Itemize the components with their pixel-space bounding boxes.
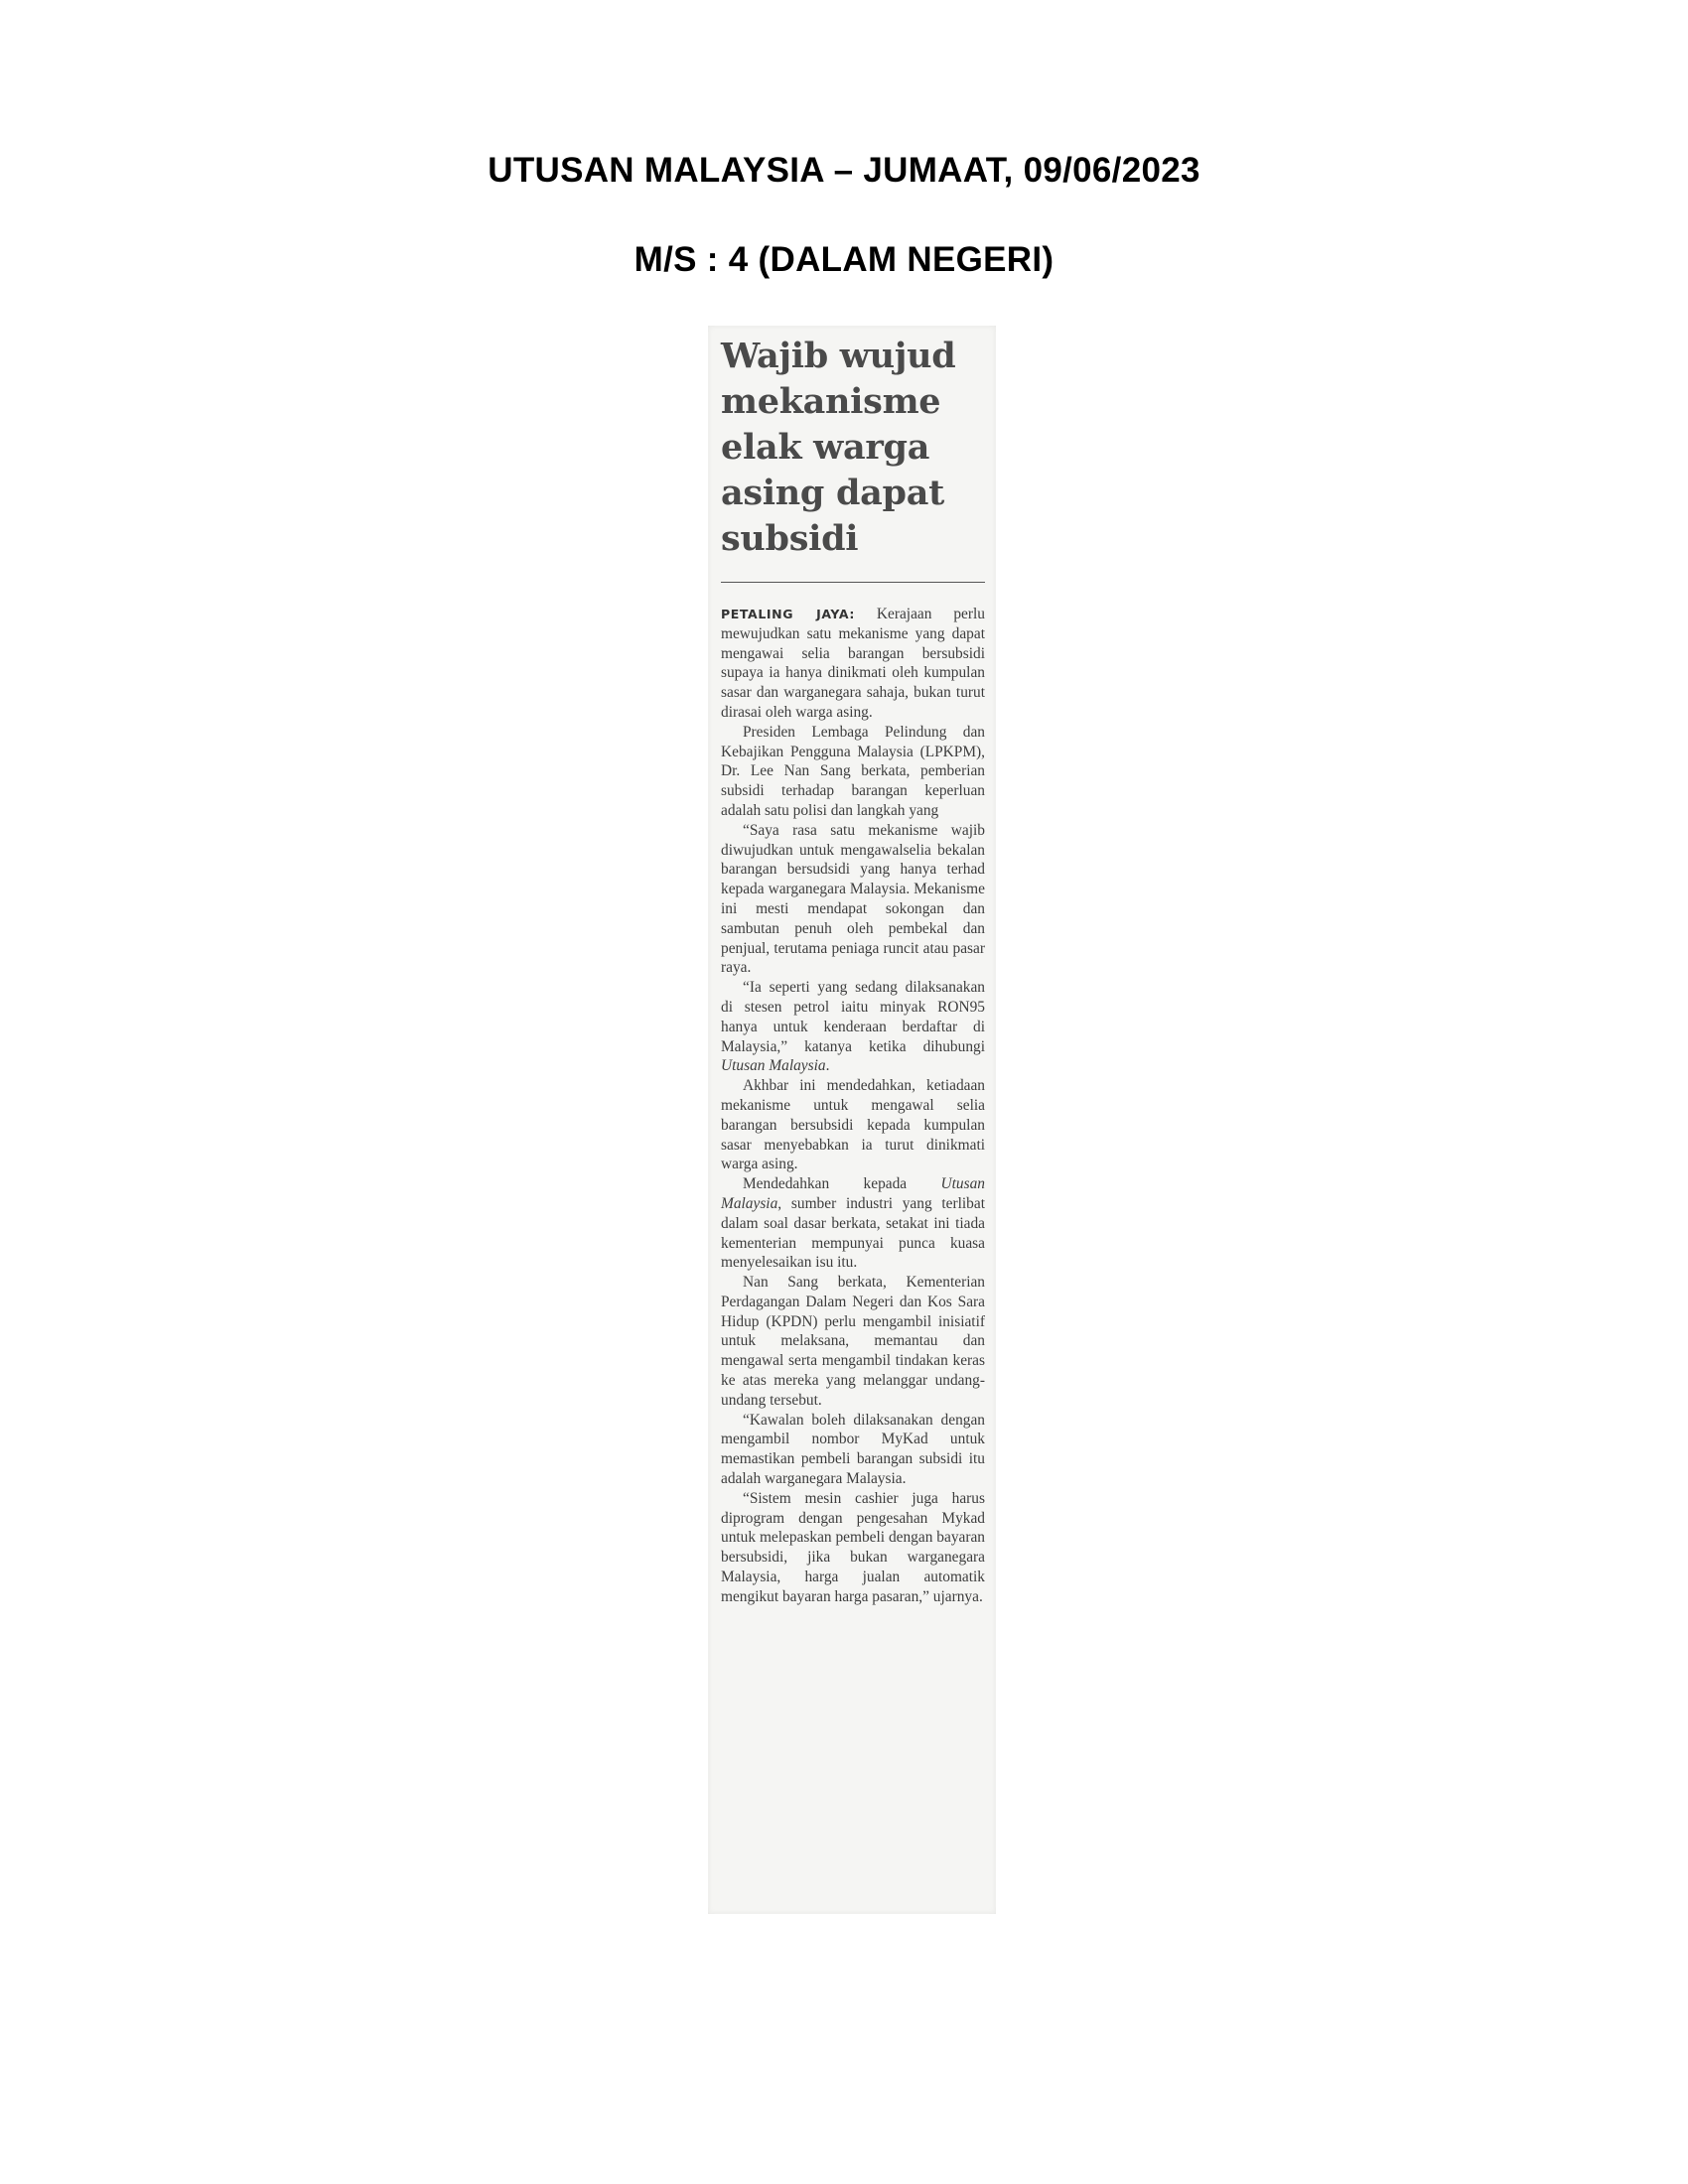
article-paragraph: [721, 1174, 985, 1273]
article-paragraph: “Kawalan boleh dilaksanakan dengan mengambil nombor MyKad untuk memastikan pembeli barangan subsidi itu adalah warganegara Malaysia.: [721, 1411, 985, 1488]
clipping-content: [721, 334, 985, 1607]
page-header-section: M/S : 4 (DALAM NEGERI): [633, 240, 1055, 279]
article-paragraph: Nan Sang berkata, Kementerian Perdagangan Dalam Negeri dan Kos Sara Hidup (KPDN) perlu mengambil inisiatif untuk melaksana, memantau dan mengawal serta mengambil tindakan keras ke atas mereka yang melanggar undang-undang tersebut.: [721, 1274, 985, 1409]
paragraph-text: “Ia seperti yang sedang dilaksanakan di stesen petrol iaitu minyak RON95 hanya untuk kenderaan berdaftar di Malaysia,” katanya ketika dihubungi: [721, 979, 985, 1055]
newspaper-clipping: [708, 326, 996, 1914]
article-headline: Wajib wujud mekanisme elak warga asing dapat subsidi: [721, 336, 956, 559]
article-paragraph: “Saya rasa satu mekanisme wajib diwujudkan untuk mengawalselia bekalan barangan bersudsidi yang hanya terhad kepada warganegara Malaysia. Mekanisme ini mesti mendapat sokongan dan sambutan penuh oleh pembekal dan penjual, terutama peniaga runcit atau pasar raya.: [721, 821, 985, 977]
article-paragraph: [721, 978, 985, 1076]
page-header-publication: UTUSAN MALAYSIA – JUMAAT, 09/06/2023: [488, 151, 1200, 190]
article-paragraph: Presiden Lembaga Pelindung dan Kebajikan Pengguna Malaysia (LPKPM), Dr. Lee Nan Sang berkata, pemberian subsidi terhadap barangan keperluan adalah satu polisi dan langkah yang: [721, 723, 985, 819]
paragraph-text: , sumber industri yang terlibat dalam soal dasar berkata, setakat ini tiada kementerian mempunyai punca kuasa menyelesaikan isu itu.: [721, 1194, 985, 1272]
article-paragraph: [721, 605, 985, 723]
article-paragraph: Akhbar ini mendedahkan, ketiadaan mekanisme untuk mengawal selia barangan bersubsidi kepada kumpulan sasar menyebabkan ia turut dinikmati warga asing.: [721, 1077, 985, 1173]
publication-name: Utusan Malaysia: [721, 1175, 985, 1212]
paragraph-text: Kerajaan perlu mewujudkan satu mekanisme yang dapat mengawai selia barangan bersubsidi supaya ia hanya dinikmati oleh kumpulan sasar dan warganegara sahaja, bukan turut dirasai oleh warga asing.: [721, 606, 985, 721]
paragraph-text: Mendedahkan kepada: [743, 1175, 908, 1193]
paragraph-text: .: [825, 1057, 830, 1075]
publication-name: Utusan Malaysia: [721, 1057, 826, 1075]
headline-divider: [721, 582, 985, 583]
article-dateline: PETALING JAYA:: [721, 607, 855, 621]
article-paragraph: “Sistem mesin cashier juga harus diprogram dengan pengesahan Mykad untuk melepaskan pembeli dengan bayaran bersubsidi, jika bukan warganegara Malaysia, harga jualan automatik mengikut bayaran harga pasaran,” ujarnya.: [721, 1489, 985, 1605]
article-body: [721, 605, 985, 1607]
